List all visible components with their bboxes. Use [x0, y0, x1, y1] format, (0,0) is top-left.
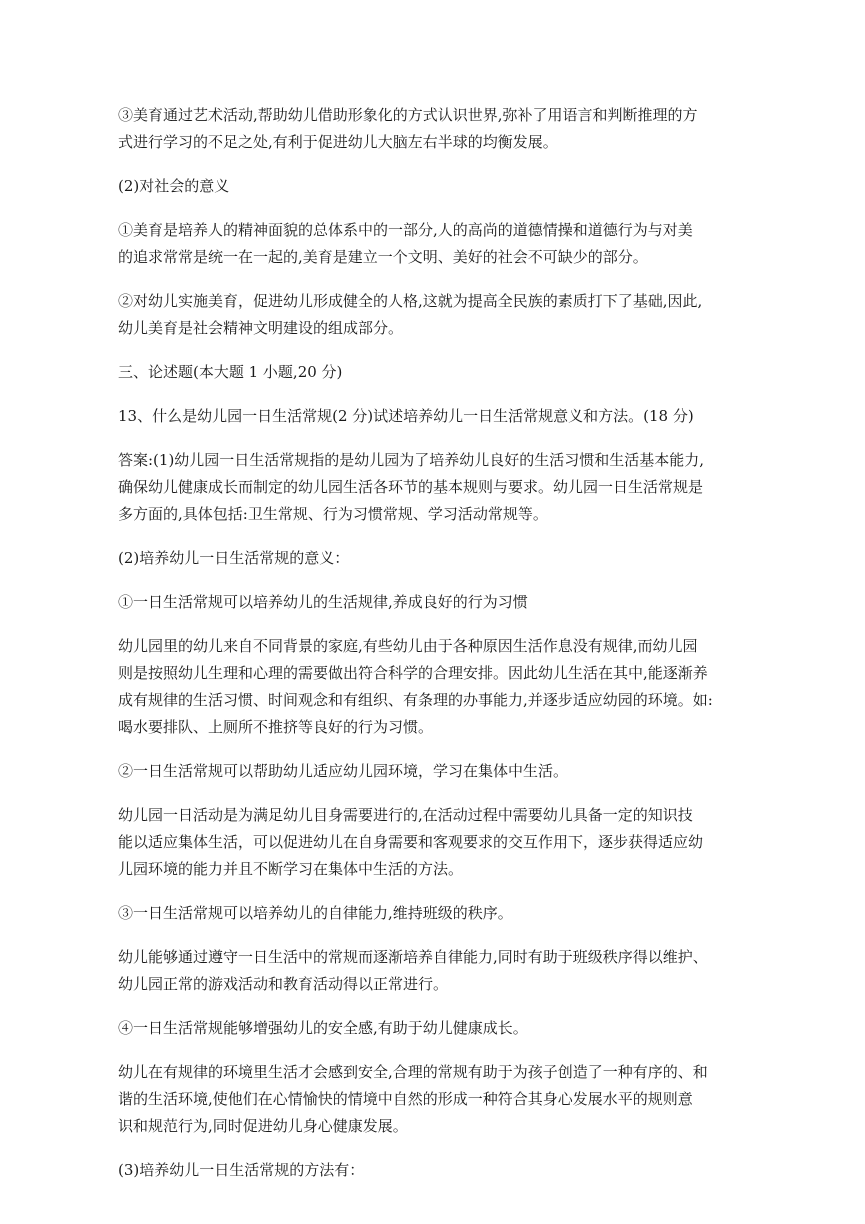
text-line: 多方面的,具体包括:卫生常规、行为习惯常规、学习活动常规等。 [118, 505, 548, 523]
text-line: 喝水要排队、上厕所不推挤等良好的行为习惯。 [118, 718, 434, 736]
text-line: ④一日生活常规能够增强幼儿的安全感,有助于幼儿健康成长。 [118, 1019, 528, 1037]
text-line: 识和规范行为,同时促进幼儿身心健康发展。 [118, 1117, 408, 1135]
text-line: 幼儿园正常的游戏活动和教育活动得以正常进行。 [118, 975, 449, 993]
text-line: ②一日生活常规可以帮助幼儿适应幼儿园环境，学习在集体中生活。 [118, 762, 569, 780]
text-line: 三、论述题(本大题 1 小题,20 分) [118, 363, 343, 381]
point-3-heading [118, 900, 750, 927]
text-line: 幼儿在有规律的环境里生活才会感到安全,合理的常规有助于为孩子创造了一种有序的、和 [118, 1063, 708, 1081]
paragraph-aesthetic-education-brain [118, 102, 750, 156]
text-line: 幼儿园里的幼儿来自不同背景的家庭,有些幼儿由于各种原因生活作息没有规律,而幼儿园 [118, 637, 698, 655]
text-line: (2)对社会的意义 [118, 177, 230, 195]
text-line: (3)培养幼儿一日生活常规的方法有： [118, 1161, 365, 1179]
paragraph-aesthetic-education-personality [118, 288, 750, 342]
paragraph-aesthetic-education-system [118, 217, 750, 271]
text-line: 谐的生活环境,使他们在心情愉快的情境中自然的形成一种符合其身心发展水平的规则意 [118, 1090, 693, 1108]
point-2-heading [118, 758, 750, 785]
text-line: 式进行学习的不足之处,有利于促进幼儿大脑左右半球的均衡发展。 [118, 133, 558, 151]
point-4-body [118, 1059, 750, 1140]
text-line: 则是按照幼儿生理和心理的需要做出符合科学的合理安排。因此幼儿生活在其中,能逐渐养 [118, 664, 708, 682]
text-line: ①美育是培养人的精神面貌的总体系中的一部分,人的高尚的道德情操和道德行为与对美 [118, 221, 693, 239]
text-line: ②对幼儿实施美育，促进幼儿形成健全的人格,这就为提高全民族的素质打下了基础,因此, [118, 292, 703, 310]
text-line: 答案:(1)幼儿园一日生活常规指的是幼儿园为了培养幼儿良好的生活习惯和生活基本能力, [118, 451, 705, 469]
text-line: 13、什么是幼儿园一日生活常规(2 分)试述培养幼儿一日生活常规意义和方法。(18 分) [118, 407, 694, 425]
point-2-body [118, 802, 750, 883]
text-line: 幼儿能够通过遵守一日生活中的常规而逐渐培养自律能力,同时有助于班级秩序得以维护、 [118, 948, 708, 966]
text-line: 幼儿园一日活动是为满足幼儿目身需要进行的,在活动过程中需要幼儿具备一定的知识技 [118, 806, 693, 824]
text-line: ③一日生活常规可以培养幼儿的自律能力,维持班级的秩序。 [118, 904, 513, 922]
subheading-methods [118, 1157, 750, 1184]
question-13 [118, 403, 750, 430]
text-line: (2)培养幼儿一日生活常规的意义： [118, 549, 350, 567]
answer-definition [118, 447, 750, 528]
point-1-heading [118, 589, 750, 616]
subheading-significance [118, 545, 750, 572]
text-line: 成有规律的生活习惯、时间观念和有组织、有条理的办事能力,并逐步适应幼园的环境。如: [118, 691, 713, 709]
text-line: 儿园环境的能力并且不断学习在集体中生活的方法。 [118, 860, 464, 878]
text-line: 能以适应集体生活，可以促进幼儿在自身需要和客观要求的交互作用下，逐步获得适应幼 [118, 833, 704, 851]
subheading-social-significance [118, 173, 750, 200]
text-line: 确保幼儿健康成长而制定的幼儿园生活各环节的基本规则与要求。幼儿园一日生活常规是 [118, 478, 704, 496]
point-1-body [118, 633, 750, 741]
point-3-body [118, 944, 750, 998]
text-line: ①一日生活常规可以培养幼儿的生活规律,养成良好的行为习惯 [118, 593, 528, 611]
document-body [118, 102, 750, 1201]
text-line: ③美育通过艺术活动,帮助幼儿借助形象化的方式认识世界,弥补了用语言和判断推理的方 [118, 106, 698, 124]
point-4-heading [118, 1015, 750, 1042]
section-heading-essay [118, 359, 750, 386]
text-line: 的追求常常是统一在一起的,美育是建立一个文明、美好的社会不可缺少的部分。 [118, 248, 648, 266]
text-line: 幼儿美育是社会精神文明建设的组成部分。 [118, 319, 404, 337]
